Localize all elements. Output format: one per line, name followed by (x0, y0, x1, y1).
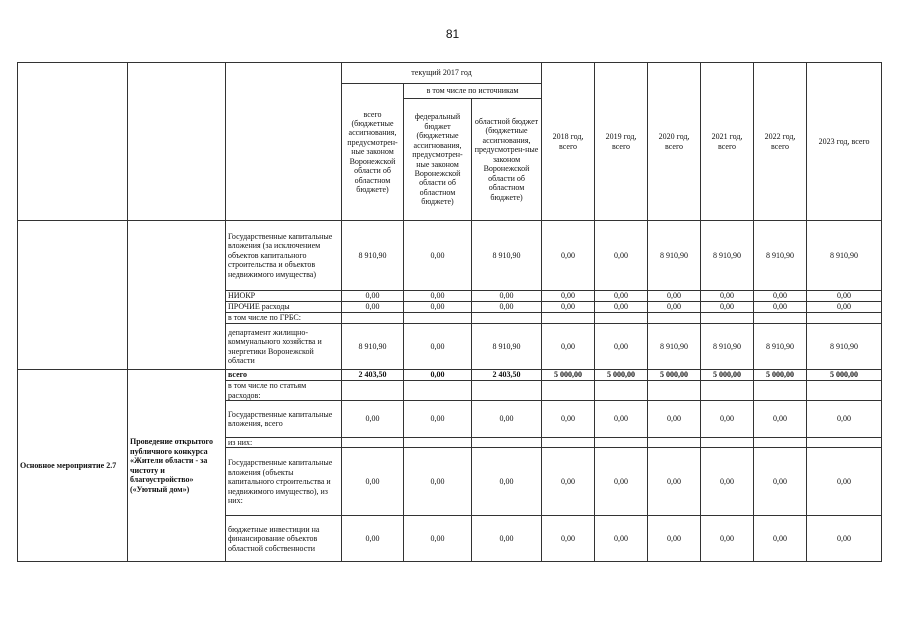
row-label: ПРОЧИЕ расходы (226, 302, 342, 313)
cell-value: 2 403,50 (472, 370, 542, 381)
page-number: 81 (445, 27, 460, 41)
row-label: всего (226, 370, 342, 381)
cell-value: 0,00 (472, 401, 542, 438)
cell-value: 0,00 (542, 291, 595, 302)
cell-value: 0,00 (404, 370, 472, 381)
cell-value: 0,00 (404, 448, 472, 516)
header-total: всего (бюджетные ассигнования, предусмотрен-ные законом Воронежской области об областном бюджете) (342, 84, 404, 221)
empty-cell (807, 438, 882, 448)
cell-value: 5 000,00 (648, 370, 701, 381)
empty-cell (542, 381, 595, 401)
empty-cell (342, 381, 404, 401)
cell-value: 0,00 (472, 516, 542, 562)
header-regional: областной бюджет (бюджетные ассигнования, предусмотрен-ные законом Воронежской области об областном бюджете) (472, 99, 542, 221)
header-blank-3 (226, 63, 342, 221)
cell-value: 8 910,90 (754, 221, 807, 291)
cell-value: 0,00 (754, 448, 807, 516)
row-label: бюджетные инвестиции на финансирование объектов областной собственности (226, 516, 342, 562)
cell-value: 8 910,90 (807, 324, 882, 370)
row-label: департамент жилищно-коммунального хозяйства и энергетики Воронежской области (226, 324, 342, 370)
cell-value: 0,00 (701, 401, 754, 438)
header-row-1 (18, 63, 882, 84)
empty-cell (404, 381, 472, 401)
empty-cell (595, 381, 648, 401)
cell-value: 0,00 (342, 302, 404, 313)
cell-value: 0,00 (542, 302, 595, 313)
cell-value: 0,00 (404, 221, 472, 291)
header-blank-2 (128, 63, 226, 221)
cell-value: 5 000,00 (754, 370, 807, 381)
empty-cell (701, 438, 754, 448)
header-sources-group: в том числе по источникам (404, 84, 542, 99)
empty-cell (542, 313, 595, 324)
cell-value: 0,00 (807, 291, 882, 302)
header-federal: федеральный бюджет (бюджетные ассигнования, предусмотрен-ные законом Воронежской области об областном бюджете) (404, 99, 472, 221)
empty-cell (754, 381, 807, 401)
cell-value: 0,00 (404, 516, 472, 562)
empty-cell (701, 313, 754, 324)
empty-cell (701, 381, 754, 401)
header-2023: 2023 год, всего (807, 63, 882, 221)
cell-value: 8 910,90 (342, 221, 404, 291)
empty-cell (754, 313, 807, 324)
cell-value: 0,00 (595, 291, 648, 302)
cell-value: 0,00 (807, 516, 882, 562)
empty-cell (648, 381, 701, 401)
cell-value: 0,00 (404, 324, 472, 370)
cell-value: 0,00 (754, 516, 807, 562)
header-2022: 2022 год, всего (754, 63, 807, 221)
cell-value: 5 000,00 (701, 370, 754, 381)
cell-value: 0,00 (807, 302, 882, 313)
cell-value: 0,00 (542, 324, 595, 370)
cell-value: 0,00 (472, 291, 542, 302)
row-label: в том числе по ГРБС: (226, 313, 342, 324)
table-row (18, 221, 882, 291)
cell-value: 0,00 (701, 448, 754, 516)
cell-value: 0,00 (754, 302, 807, 313)
empty-cell (472, 313, 542, 324)
cell-value: 0,00 (595, 302, 648, 313)
empty-cell (342, 313, 404, 324)
empty-cell (648, 438, 701, 448)
empty-cell (807, 313, 882, 324)
row-label: Государственные капитальные вложения, всего (226, 401, 342, 438)
row-label: в том числе по статьям расходов: (226, 381, 342, 401)
cell-value: 0,00 (542, 401, 595, 438)
cell-value: 0,00 (648, 302, 701, 313)
cell-value: 8 910,90 (648, 324, 701, 370)
cell-value: 0,00 (595, 401, 648, 438)
section-a-blank-2 (128, 221, 226, 370)
cell-value: 8 910,90 (472, 221, 542, 291)
cell-value: 0,00 (701, 291, 754, 302)
cell-value: 0,00 (342, 401, 404, 438)
cell-value: 0,00 (754, 291, 807, 302)
cell-value: 8 910,90 (342, 324, 404, 370)
cell-value: 8 910,90 (648, 221, 701, 291)
cell-value: 5 000,00 (807, 370, 882, 381)
cell-value: 0,00 (542, 448, 595, 516)
cell-value: 0,00 (404, 291, 472, 302)
event-code: Основное мероприятие 2.7 (18, 370, 128, 562)
cell-value: 0,00 (648, 448, 701, 516)
empty-cell (595, 438, 648, 448)
cell-value: 8 910,90 (807, 221, 882, 291)
empty-cell (472, 438, 542, 448)
cell-value: 0,00 (807, 401, 882, 438)
cell-value: 0,00 (342, 448, 404, 516)
cell-value: 0,00 (648, 516, 701, 562)
cell-value: 0,00 (342, 291, 404, 302)
table-row (18, 370, 882, 381)
empty-cell (404, 438, 472, 448)
cell-value: 0,00 (807, 448, 882, 516)
budget-table (17, 62, 882, 562)
row-label: из них: (226, 438, 342, 448)
cell-value: 0,00 (595, 221, 648, 291)
header-blank-1 (18, 63, 128, 221)
empty-cell (595, 313, 648, 324)
cell-value: 0,00 (404, 401, 472, 438)
cell-value: 0,00 (404, 302, 472, 313)
cell-value: 5 000,00 (595, 370, 648, 381)
cell-value: 0,00 (648, 291, 701, 302)
section-a-blank-1 (18, 221, 128, 370)
empty-cell (472, 381, 542, 401)
header-current-year: текущий 2017 год (342, 63, 542, 84)
cell-value: 0,00 (595, 448, 648, 516)
cell-value: 0,00 (648, 401, 701, 438)
header-2019: 2019 год, всего (595, 63, 648, 221)
row-label: НИОКР (226, 291, 342, 302)
empty-cell (648, 313, 701, 324)
cell-value: 0,00 (595, 324, 648, 370)
cell-value: 8 910,90 (754, 324, 807, 370)
row-label: Государственные капитальные вложения (за исключением объектов капитального строительства и объектов недвижимого имущества) (226, 221, 342, 291)
cell-value: 0,00 (542, 221, 595, 291)
cell-value: 0,00 (342, 516, 404, 562)
cell-value: 0,00 (701, 302, 754, 313)
cell-value: 0,00 (542, 516, 595, 562)
header-2021: 2021 год, всего (701, 63, 754, 221)
cell-value: 8 910,90 (472, 324, 542, 370)
cell-value: 0,00 (754, 401, 807, 438)
cell-value: 0,00 (472, 448, 542, 516)
cell-value: 8 910,90 (701, 221, 754, 291)
empty-cell (342, 438, 404, 448)
header-2018: 2018 год, всего (542, 63, 595, 221)
cell-value: 2 403,50 (342, 370, 404, 381)
event-name: Проведение открытого публичного конкурса «Жители области - за чистоту и благоустройство» («Уютный дом») (128, 370, 226, 562)
cell-value: 0,00 (701, 516, 754, 562)
cell-value: 0,00 (595, 516, 648, 562)
header-2020: 2020 год, всего (648, 63, 701, 221)
cell-value: 0,00 (472, 302, 542, 313)
empty-cell (807, 381, 882, 401)
empty-cell (754, 438, 807, 448)
empty-cell (404, 313, 472, 324)
cell-value: 5 000,00 (542, 370, 595, 381)
row-label: Государственные капитальные вложения (объекты капитального строительства и недвижимого имущество), из них: (226, 448, 342, 516)
cell-value: 8 910,90 (701, 324, 754, 370)
empty-cell (542, 438, 595, 448)
